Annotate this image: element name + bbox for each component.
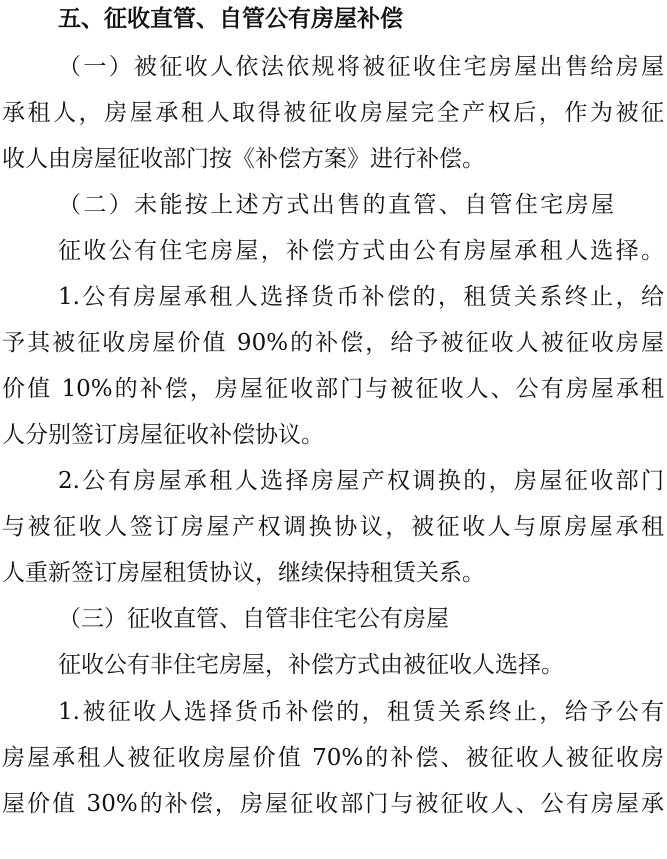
paragraph-line: 承租人，房屋承租人取得被征收房屋完全产权后，作为被征 — [2, 100, 664, 126]
paragraph-line: 与被征收人签订房屋产权调换协议，被征收人与原房屋承租 — [2, 514, 664, 540]
paragraph-line: 1.被征收人选择货币补偿的，租赁关系终止，给予公有 — [58, 699, 664, 725]
paragraph-line: 2.公有房屋承租人选择房屋产权调换的，房屋征收部门 — [58, 468, 664, 494]
paragraph-line: 收人由房屋征收部门按《补偿方案》进行补偿。 — [2, 146, 485, 172]
section-heading: 五、征收直管、自管公有房屋补偿 — [58, 6, 403, 32]
paragraph-line: 人重新签订房屋租赁协议，继续保持租赁关系。 — [2, 560, 485, 586]
paragraph-line: 房屋承租人被征收房屋价值 70%的补偿、被征收人被征收房 — [2, 745, 664, 771]
paragraph-line: 屋价值 30%的补偿，房屋征收部门与被征收人、公有房屋承 — [2, 791, 664, 817]
paragraph-line: （三）征收直管、自管非住宅公有房屋 — [58, 606, 449, 632]
paragraph-line: （二）未能按上述方式出售的直管、自管住宅房屋 — [58, 192, 614, 218]
paragraph-line: （一）被征收人依法依规将被征收住宅房屋出售给房屋 — [58, 54, 664, 80]
paragraph-line: 价值 10%的补偿，房屋征收部门与被征收人、公有房屋承租 — [2, 376, 664, 402]
paragraph-line: 人分别签订房屋征收补偿协议。 — [2, 422, 324, 448]
paragraph-line: 予其被征收房屋价值 90%的补偿，给予被征收人被征收房屋 — [2, 330, 664, 356]
paragraph-line: 征收公有非住宅房屋，补偿方式由被征收人选择。 — [58, 652, 564, 678]
paragraph-line: 征收公有住宅房屋，补偿方式由公有房屋承租人选择。 — [58, 238, 664, 264]
paragraph-line: 1.公有房屋承租人选择货币补偿的，租赁关系终止，给 — [58, 284, 664, 310]
